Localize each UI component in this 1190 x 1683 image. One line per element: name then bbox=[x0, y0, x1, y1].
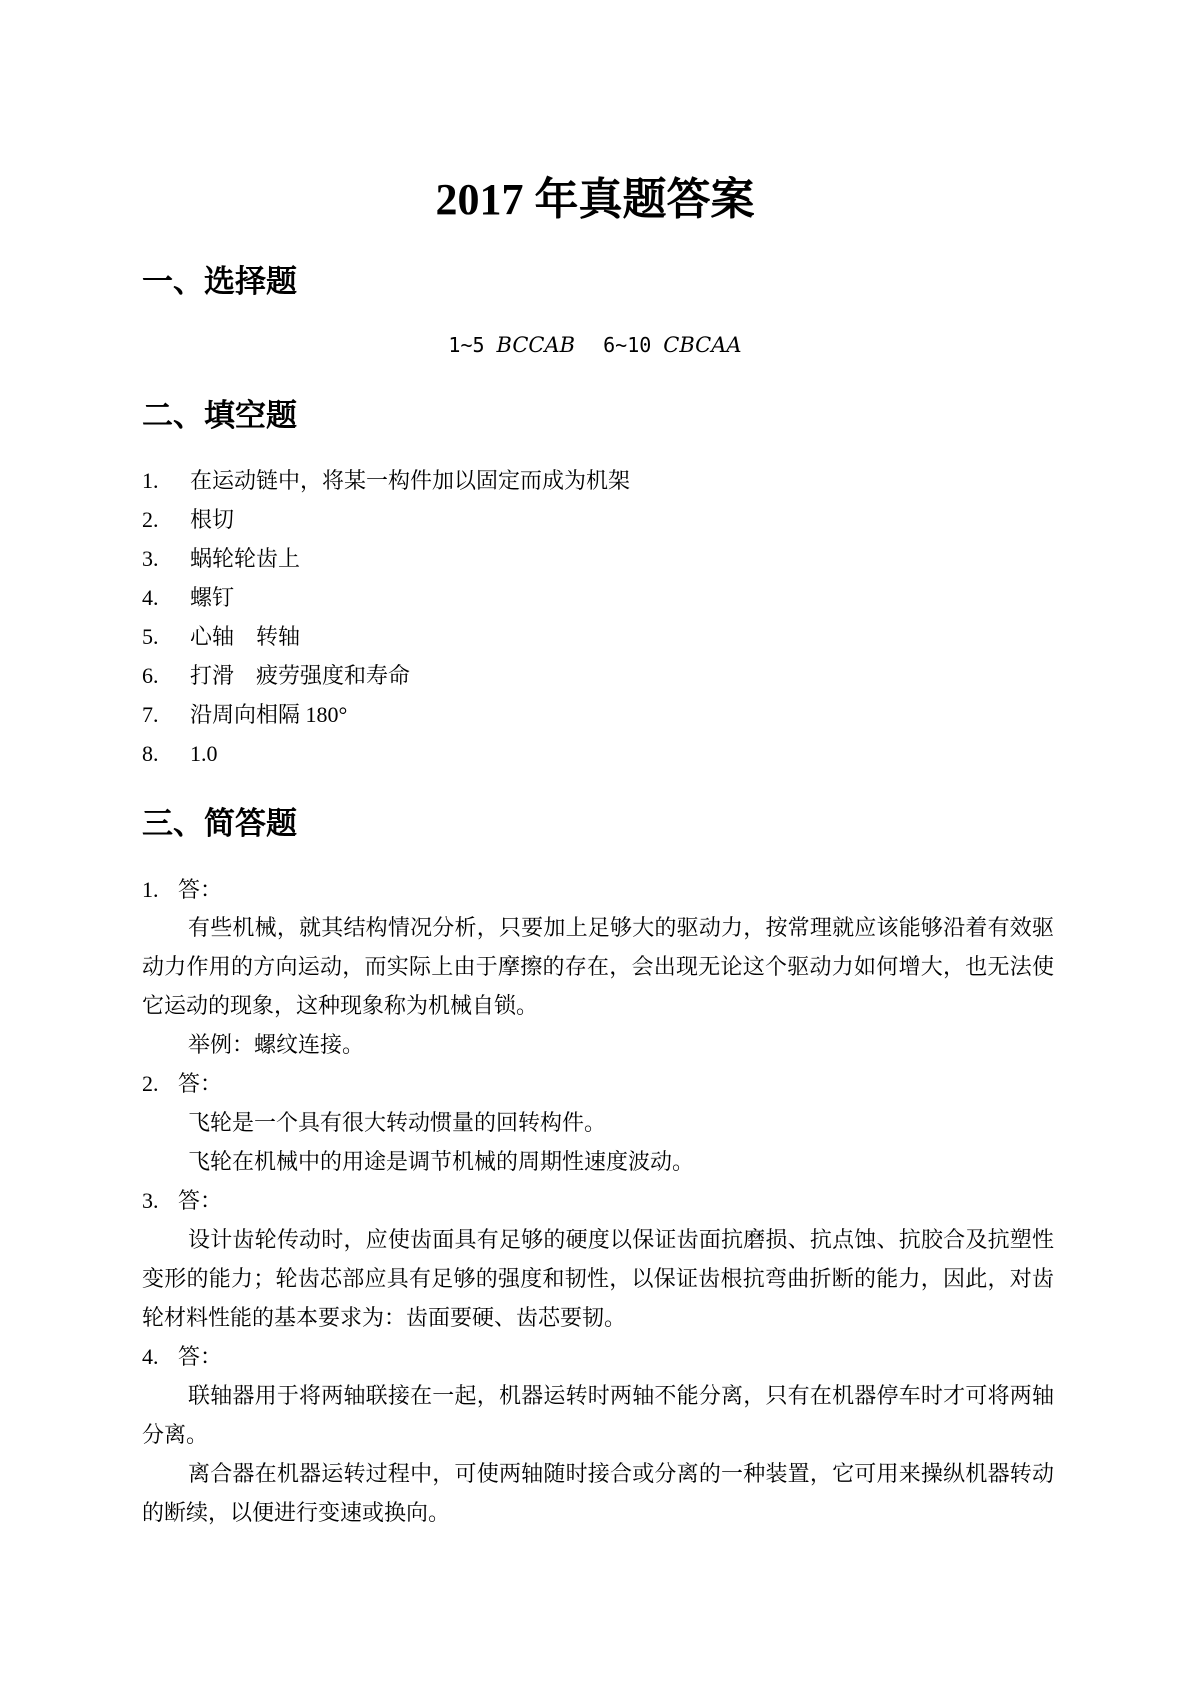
fill-item-number: 5. bbox=[142, 624, 159, 649]
short-answer-paragraph: 有些机械，就其结构情况分析，只要加上足够大的驱动力，按常理就应该能够沿着有效驱动力作用的方向运动，而实际上由于摩擦的存在，会出现无论这个驱动力如何增大，也无法使它运动的现象，这种现象称为机械自锁。 bbox=[142, 915, 1054, 1018]
fill-item-number: 2. bbox=[142, 507, 159, 532]
fill-item-answer-2: 转轴 bbox=[256, 624, 301, 649]
short-answer-label bbox=[142, 1342, 222, 1372]
short-answer-prefix: 答： bbox=[178, 1071, 223, 1096]
fill-item-answer: 1.0 bbox=[190, 741, 218, 766]
fill-item-number: 7. bbox=[142, 702, 159, 727]
fill-item-answer: 根切 bbox=[190, 507, 235, 532]
short-answer-label bbox=[142, 875, 222, 905]
section-heading-short: 三、简答题 bbox=[142, 806, 297, 841]
fill-item-answer-2: 疲劳强度和寿命 bbox=[256, 663, 411, 688]
short-answer-prefix: 答： bbox=[178, 877, 223, 902]
short-answer-number: 1. bbox=[142, 877, 159, 902]
fill-item-answer: 沿周向相隔 180° bbox=[190, 702, 348, 727]
fill-item-number: 1. bbox=[142, 468, 159, 493]
fill-item bbox=[142, 544, 300, 574]
short-answer-paragraph: 联轴器用于将两轴联接在一起，机器运转时两轴不能分离，只有在机器停车时才可将两轴分离。 bbox=[142, 1383, 1054, 1447]
short-answer-paragraph: 离合器在机器运转过程中，可使两轴随时接合或分离的一种装置，它可用来操纵机器转动的断续，以便进行变速或换向。 bbox=[142, 1461, 1054, 1525]
fill-item-answer: 螺钉 bbox=[190, 585, 235, 610]
short-answer-label bbox=[142, 1186, 222, 1216]
fill-item bbox=[142, 700, 347, 730]
short-answer-paragraph: 飞轮在机械中的用途是调节机械的周期性速度波动。 bbox=[188, 1149, 695, 1174]
short-answer-paragraph: 举例：螺纹连接。 bbox=[188, 1032, 365, 1057]
fill-item bbox=[142, 739, 218, 769]
fill-item bbox=[142, 661, 410, 691]
fill-item-number: 8. bbox=[142, 741, 159, 766]
fill-item bbox=[142, 466, 630, 496]
short-answer-number: 4. bbox=[142, 1344, 159, 1369]
short-answer-prefix: 答： bbox=[178, 1188, 223, 1213]
short-answer-label bbox=[142, 1069, 222, 1099]
choice-answers-1: BCCAB bbox=[496, 333, 576, 357]
page-title: 2017 年真题答案 bbox=[435, 175, 755, 224]
section-heading-fill: 二、填空题 bbox=[142, 398, 297, 433]
short-answer-paragraph: 设计齿轮传动时，应使齿面具有足够的硬度以保证齿面抗磨损、抗点蚀、抗胶合及抗塑性变形的能力；轮齿芯部应具有足够的强度和韧性，以保证齿根抗弯曲折断的能力，因此，对齿轮材料性能的基本要求为：齿面要硬、齿芯要韧。 bbox=[142, 1227, 1054, 1330]
fill-item-answer: 蜗轮轮齿上 bbox=[190, 546, 301, 571]
fill-item-answer: 心轴 bbox=[190, 624, 235, 649]
fill-item-number: 3. bbox=[142, 546, 159, 571]
short-answer-number: 3. bbox=[142, 1188, 159, 1213]
short-answer-number: 2. bbox=[142, 1071, 159, 1096]
fill-item bbox=[142, 505, 234, 535]
choice-answers bbox=[0, 330, 1190, 360]
choice-answers-2: CBCAA bbox=[663, 333, 742, 357]
section-heading-choice: 一、选择题 bbox=[142, 264, 297, 299]
choice-range-2: 6~10 bbox=[603, 333, 652, 357]
fill-item-answer: 打滑 bbox=[190, 663, 235, 688]
short-answer-paragraph: 飞轮是一个具有很大转动惯量的回转构件。 bbox=[188, 1110, 607, 1135]
fill-item bbox=[142, 583, 234, 613]
fill-item-answer: 在运动链中，将某一构件加以固定而成为机架 bbox=[190, 468, 631, 493]
short-answer-prefix: 答： bbox=[178, 1344, 223, 1369]
fill-item-number: 4. bbox=[142, 585, 159, 610]
fill-item-number: 6. bbox=[142, 663, 159, 688]
choice-range-1: 1~5 bbox=[448, 333, 485, 357]
fill-item bbox=[142, 622, 300, 652]
